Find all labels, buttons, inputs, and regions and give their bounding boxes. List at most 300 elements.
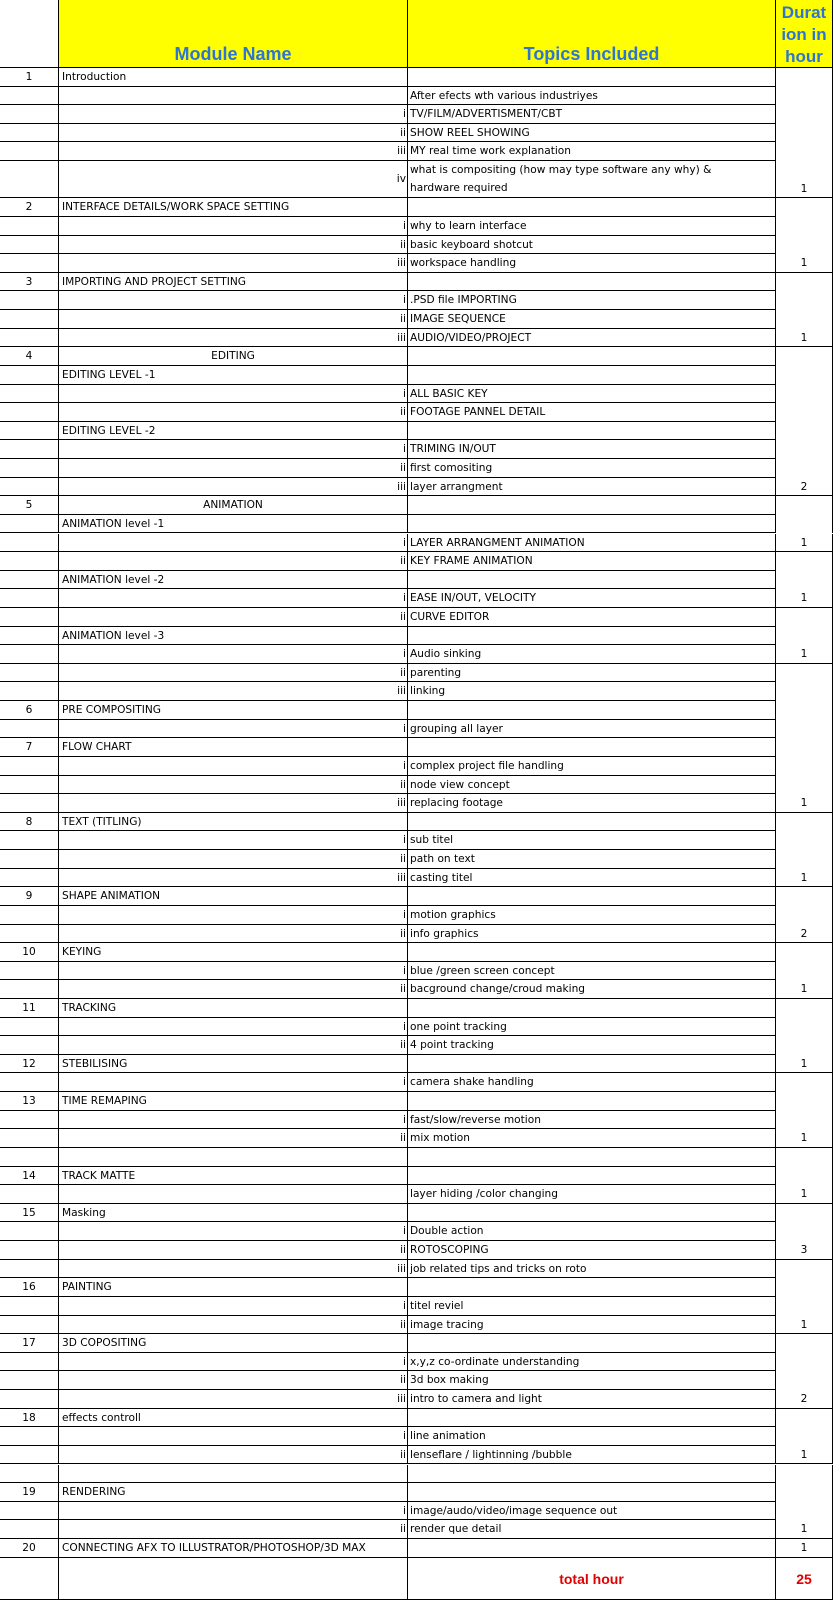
- topic-text: one point tracking: [408, 1018, 776, 1037]
- topic-text: node view concept: [408, 776, 776, 795]
- topic-index: iii: [397, 331, 406, 344]
- module-number: [0, 534, 59, 553]
- duration-value: [776, 738, 833, 757]
- module-number: [0, 459, 59, 478]
- topic-index: ii: [400, 1523, 406, 1536]
- topic-text: first comositing: [408, 459, 776, 478]
- topic-index: [59, 1148, 408, 1167]
- topic-text: EASE IN/OUT, VELOCITY: [408, 589, 776, 608]
- header-topics-included: [408, 0, 776, 68]
- module-name: CONNECTING AFX TO ILLUSTRATOR/PHOTOSHOP/3D MAX: [59, 1539, 408, 1558]
- topic-text: LAYER ARRANGMENT ANIMATION: [408, 534, 776, 553]
- topic-text: linking: [408, 682, 776, 701]
- topic-index: iii: [397, 480, 406, 493]
- module-number: [0, 906, 59, 925]
- topic-text: blue /green screen concept: [408, 962, 776, 981]
- duration-value: [776, 1465, 833, 1484]
- topic-index: [59, 571, 408, 590]
- topic-text: layer arrangment: [408, 478, 776, 497]
- module-number: [0, 1353, 59, 1372]
- topic-text: [408, 273, 776, 292]
- topic-text: why to learn interface: [408, 217, 776, 236]
- topic-index: [59, 887, 408, 906]
- module-number: [0, 161, 59, 198]
- topic-text: 3d box making: [408, 1371, 776, 1390]
- duration-value: [776, 962, 833, 981]
- topic-text: CURVE EDITOR: [408, 608, 776, 627]
- duration-value: [776, 1427, 833, 1446]
- duration-value: [776, 813, 833, 832]
- header-duration-line2: ion in: [781, 25, 827, 44]
- topic-text: [408, 1148, 776, 1167]
- duration-value: 1: [776, 1446, 833, 1465]
- module-number: 18: [0, 1409, 59, 1428]
- module-number: [0, 217, 59, 236]
- topic-text: [408, 161, 776, 198]
- topic-index: ii: [400, 1448, 406, 1461]
- topic-text-line2: hardware required: [410, 182, 508, 195]
- module-number: [0, 236, 59, 255]
- topic-index: i: [403, 443, 406, 456]
- topic-text: [408, 571, 776, 590]
- duration-value: 3: [776, 1241, 833, 1260]
- duration-value: [776, 943, 833, 962]
- duration-value: 1: [776, 1316, 833, 1335]
- topic-index: [59, 1055, 408, 1074]
- header-module-name: [59, 0, 408, 68]
- module-number: [0, 1241, 59, 1260]
- module-number: [0, 869, 59, 888]
- module-number: [0, 627, 59, 646]
- module-name: ANIMATION: [59, 496, 408, 515]
- topic-index: i: [403, 1299, 406, 1312]
- duration-value: [776, 552, 833, 571]
- topic-text: [408, 943, 776, 962]
- duration-value: 2: [776, 925, 833, 944]
- module-number: [0, 310, 59, 329]
- module-name: TRACK MATTE: [59, 1167, 408, 1186]
- duration-value: [776, 1111, 833, 1130]
- duration-value: [776, 87, 833, 106]
- duration-value: [776, 1334, 833, 1353]
- topic-text: path on text: [408, 850, 776, 869]
- module-number: [0, 422, 59, 441]
- topic-index: [59, 738, 408, 757]
- topic-index: ii: [400, 406, 406, 419]
- module-name: TIME REMAPING: [59, 1092, 408, 1111]
- duration-value: [776, 310, 833, 329]
- topic-text: [408, 198, 776, 217]
- duration-value: [776, 385, 833, 404]
- topic-index: [59, 496, 408, 515]
- duration-value: [776, 682, 833, 701]
- module-number: [0, 552, 59, 571]
- duration-value: [776, 887, 833, 906]
- topic-text: workspace handling: [408, 254, 776, 273]
- topic-index: i: [403, 908, 406, 921]
- duration-value: [776, 1018, 833, 1037]
- duration-value: [776, 496, 833, 515]
- duration-value: [776, 1222, 833, 1241]
- topic-text: [408, 999, 776, 1018]
- topic-index: ii: [400, 238, 406, 251]
- module-number: [0, 925, 59, 944]
- module-number: [0, 1148, 59, 1167]
- duration-value: [776, 105, 833, 124]
- topic-text: .PSD file IMPORTING: [408, 291, 776, 310]
- module-number: [0, 1297, 59, 1316]
- topic-index: [59, 1185, 408, 1204]
- module-number: [0, 962, 59, 981]
- duration-value: [776, 1278, 833, 1297]
- duration-value: [776, 1502, 833, 1521]
- duration-value: [776, 757, 833, 776]
- topic-index: ii: [400, 778, 406, 791]
- duration-value: [776, 906, 833, 925]
- topic-text: [408, 1465, 776, 1484]
- module-number: [0, 254, 59, 273]
- topic-index: [59, 1278, 408, 1297]
- duration-value: [776, 142, 833, 161]
- topic-index: [59, 1092, 408, 1111]
- module-name: KEYING: [59, 943, 408, 962]
- topic-text: sub titel: [408, 831, 776, 850]
- duration-value: [776, 701, 833, 720]
- total-num-cell: [0, 1558, 59, 1600]
- module-number: [0, 1036, 59, 1055]
- topic-text: MY real time work explanation: [408, 142, 776, 161]
- module-number: [0, 608, 59, 627]
- module-number: 13: [0, 1092, 59, 1111]
- topic-text: Double action: [408, 1222, 776, 1241]
- duration-value: 1: [776, 1129, 833, 1148]
- module-number: [0, 385, 59, 404]
- module-number: [0, 757, 59, 776]
- topic-text: intro to camera and light: [408, 1390, 776, 1409]
- duration-value: 2: [776, 1390, 833, 1409]
- module-number: [0, 980, 59, 999]
- module-number: [0, 440, 59, 459]
- module-number: 12: [0, 1055, 59, 1074]
- module-name: effects controll: [59, 1409, 408, 1428]
- topic-index: [59, 515, 408, 534]
- duration-value: [776, 1483, 833, 1502]
- topic-text: TV/FILM/ADVERTISMENT/CBT: [408, 105, 776, 124]
- topic-text: info graphics: [408, 925, 776, 944]
- duration-value: [776, 608, 833, 627]
- topic-text: [408, 1334, 776, 1353]
- topic-index: i: [403, 722, 406, 735]
- topic-index: [59, 1483, 408, 1502]
- topic-text: parenting: [408, 664, 776, 683]
- module-number: 8: [0, 813, 59, 832]
- duration-value: [776, 291, 833, 310]
- topic-index: i: [403, 294, 406, 307]
- duration-value: 1: [776, 589, 833, 608]
- module-number: [0, 850, 59, 869]
- duration-value: [776, 1148, 833, 1167]
- topic-index: i: [403, 648, 406, 661]
- module-number: 6: [0, 701, 59, 720]
- topic-index: ii: [400, 1244, 406, 1257]
- module-number: [0, 515, 59, 534]
- module-number: 11: [0, 999, 59, 1018]
- topic-text: [408, 627, 776, 646]
- module-number: 16: [0, 1278, 59, 1297]
- topic-index: ii: [400, 1132, 406, 1145]
- duration-value: 1: [776, 980, 833, 999]
- topic-text: [408, 515, 776, 534]
- topic-index: i: [403, 219, 406, 232]
- topic-text: lenseflare / lightinning /bubble: [408, 1446, 776, 1465]
- duration-value: 2: [776, 478, 833, 497]
- module-number: [0, 478, 59, 497]
- module-number: [0, 571, 59, 590]
- duration-value: [776, 627, 833, 646]
- module-number: [0, 664, 59, 683]
- duration-value: [776, 217, 833, 236]
- topic-text: [408, 738, 776, 757]
- header-module-label: Module Name: [174, 44, 292, 64]
- topic-text: KEY FRAME ANIMATION: [408, 552, 776, 571]
- topic-index: ii: [400, 1374, 406, 1387]
- topic-text: [408, 813, 776, 832]
- topic-text: [408, 1167, 776, 1186]
- topic-index: ii: [400, 555, 406, 568]
- module-number: [0, 1129, 59, 1148]
- topic-index: [59, 87, 408, 106]
- module-number: 7: [0, 738, 59, 757]
- topic-text: [408, 496, 776, 515]
- module-number: [0, 1260, 59, 1279]
- duration-value: 1: [776, 1539, 833, 1558]
- topic-index: iii: [397, 1262, 406, 1275]
- topic-index: ii: [400, 927, 406, 940]
- topic-index: ii: [400, 1318, 406, 1331]
- topic-index: [59, 701, 408, 720]
- topic-index: [59, 273, 408, 292]
- module-name: 3D COPOSITING: [59, 1334, 408, 1353]
- duration-value: [776, 124, 833, 143]
- duration-value: [776, 1371, 833, 1390]
- topic-text: [408, 1092, 776, 1111]
- duration-value: [776, 1260, 833, 1279]
- topic-text: motion graphics: [408, 906, 776, 925]
- topic-index: [59, 422, 408, 441]
- topic-index: i: [403, 964, 406, 977]
- module-number: [0, 1316, 59, 1335]
- topic-index: [59, 198, 408, 217]
- duration-value: [776, 999, 833, 1018]
- duration-value: [776, 664, 833, 683]
- topic-text: complex project file handling: [408, 757, 776, 776]
- duration-value: 1: [776, 254, 833, 273]
- topic-text: job related tips and tricks on roto: [408, 1260, 776, 1279]
- module-name: Masking: [59, 1204, 408, 1223]
- module-number: [0, 794, 59, 813]
- module-number: [0, 1185, 59, 1204]
- topic-index: i: [403, 536, 406, 549]
- module-number: [0, 682, 59, 701]
- module-number: [0, 403, 59, 422]
- header-topics-label: Topics Included: [523, 44, 660, 64]
- duration-value: 1: [776, 1055, 833, 1074]
- module-number: [0, 1222, 59, 1241]
- topic-text: ALL BASIC KEY: [408, 385, 776, 404]
- module-number: [0, 124, 59, 143]
- duration-value: 1: [776, 869, 833, 888]
- module-number: 14: [0, 1167, 59, 1186]
- topic-index: iii: [397, 685, 406, 698]
- topic-text: [408, 1539, 776, 1558]
- topic-text: camera shake handling: [408, 1073, 776, 1092]
- total-hour-label: total hour: [408, 1558, 776, 1600]
- topic-text: basic keyboard shotcut: [408, 236, 776, 255]
- duration-value: [776, 1092, 833, 1111]
- module-number: [0, 589, 59, 608]
- module-number: [0, 1446, 59, 1465]
- module-number: 9: [0, 887, 59, 906]
- topic-text: IMAGE SEQUENCE: [408, 310, 776, 329]
- topic-index: [59, 68, 408, 87]
- module-number: 2: [0, 198, 59, 217]
- topic-text: layer hiding /color changing: [408, 1185, 776, 1204]
- module-name: RENDERING: [59, 1483, 408, 1502]
- duration-value: [776, 1409, 833, 1428]
- duration-value: [776, 720, 833, 739]
- module-name: ANIMATION level -2: [59, 571, 408, 590]
- module-name: TEXT (TITLING): [59, 813, 408, 832]
- module-number: 4: [0, 347, 59, 366]
- topic-index: [59, 627, 408, 646]
- topic-index: ii: [400, 126, 406, 139]
- topic-text: FOOTAGE PANNEL DETAIL: [408, 403, 776, 422]
- module-name: EDITING: [59, 347, 408, 366]
- module-number: 20: [0, 1539, 59, 1558]
- topic-index: [59, 347, 408, 366]
- topic-index: i: [403, 1504, 406, 1517]
- topic-text: [408, 347, 776, 366]
- topic-index: [59, 943, 408, 962]
- topic-index: ii: [400, 313, 406, 326]
- topic-index: i: [403, 1020, 406, 1033]
- duration-value: [776, 776, 833, 795]
- duration-value: 1: [776, 161, 833, 198]
- duration-value: 1: [776, 1520, 833, 1539]
- module-name: PAINTING: [59, 1278, 408, 1297]
- topic-index: iii: [397, 871, 406, 884]
- topic-index: [59, 813, 408, 832]
- module-name: SHAPE ANIMATION: [59, 887, 408, 906]
- module-name: IMPORTING AND PROJECT SETTING: [59, 273, 408, 292]
- module-name: ANIMATION level -3: [59, 627, 408, 646]
- module-number: [0, 142, 59, 161]
- topic-text: line animation: [408, 1427, 776, 1446]
- topic-text: SHOW REEL SHOWING: [408, 124, 776, 143]
- module-number: [0, 831, 59, 850]
- topic-text-line1: what is compositing (how may type software any why) &: [410, 164, 712, 177]
- duration-value: [776, 1353, 833, 1372]
- module-name: FLOW CHART: [59, 738, 408, 757]
- topic-index: [59, 999, 408, 1018]
- module-number: [0, 1427, 59, 1446]
- duration-value: [776, 1167, 833, 1186]
- topic-index: ii: [400, 610, 406, 623]
- duration-value: [776, 1073, 833, 1092]
- module-number: 19: [0, 1483, 59, 1502]
- module-number: [0, 1018, 59, 1037]
- topic-text: [408, 1409, 776, 1428]
- duration-value: [776, 273, 833, 292]
- topic-index: i: [403, 592, 406, 605]
- module-number: 5: [0, 496, 59, 515]
- topic-text: replacing footage: [408, 794, 776, 813]
- topic-index: iv: [396, 173, 406, 186]
- duration-value: [776, 459, 833, 478]
- topic-index: iii: [397, 145, 406, 158]
- topic-text: [408, 887, 776, 906]
- topic-index: [59, 1539, 408, 1558]
- topic-index: i: [403, 1355, 406, 1368]
- topic-index: [59, 1334, 408, 1353]
- topic-index: [59, 1167, 408, 1186]
- duration-value: [776, 366, 833, 385]
- module-number: [0, 329, 59, 348]
- topic-text: [408, 422, 776, 441]
- duration-value: 1: [776, 329, 833, 348]
- duration-value: [776, 850, 833, 869]
- topic-index: [59, 1204, 408, 1223]
- topic-index: [59, 1465, 408, 1484]
- duration-value: [776, 1204, 833, 1223]
- duration-value: [776, 198, 833, 217]
- topic-text: [408, 1278, 776, 1297]
- module-number: [0, 105, 59, 124]
- header-duration: [776, 0, 833, 68]
- module-number: 17: [0, 1334, 59, 1353]
- topic-text: bacground change/croud making: [408, 980, 776, 999]
- topic-text: [408, 1204, 776, 1223]
- module-name: INTERFACE DETAILS/WORK SPACE SETTING: [59, 198, 408, 217]
- topic-text: [408, 1055, 776, 1074]
- module-number: [0, 720, 59, 739]
- topic-index: i: [403, 387, 406, 400]
- topic-text: 4 point tracking: [408, 1036, 776, 1055]
- topic-index: iii: [397, 797, 406, 810]
- topic-index: i: [403, 834, 406, 847]
- module-number: [0, 1390, 59, 1409]
- topic-text: [408, 701, 776, 720]
- module-number: [0, 1465, 59, 1484]
- topic-index: i: [403, 108, 406, 121]
- module-number: 3: [0, 273, 59, 292]
- topic-text: casting titel: [408, 869, 776, 888]
- topic-text: [408, 366, 776, 385]
- module-name: PRE COMPOSITING: [59, 701, 408, 720]
- module-number: [0, 1371, 59, 1390]
- topic-text: TRIMING IN/OUT: [408, 440, 776, 459]
- topic-index: iii: [397, 1393, 406, 1406]
- module-name: EDITING LEVEL -2: [59, 422, 408, 441]
- header-num-cell: [0, 0, 59, 68]
- duration-value: [776, 1036, 833, 1055]
- duration-value: [776, 68, 833, 87]
- module-number: [0, 1520, 59, 1539]
- module-number: [0, 1073, 59, 1092]
- duration-value: 1: [776, 534, 833, 553]
- module-name: TRACKING: [59, 999, 408, 1018]
- topic-index: [59, 1409, 408, 1428]
